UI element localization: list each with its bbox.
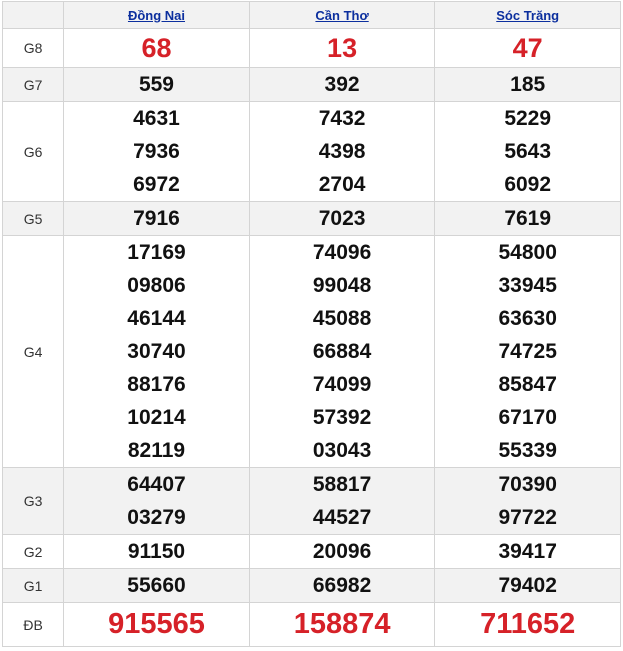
prize-cell-can-tho [249, 569, 435, 603]
winning-number: 88176 [127, 373, 186, 396]
header-corner [3, 2, 64, 29]
prize-cell-dong-nai [64, 68, 250, 102]
prize-row-g5 [3, 202, 621, 236]
prize-row-g3 [3, 468, 621, 535]
winning-number: 7023 [318, 207, 366, 230]
winning-number: 97722 [498, 506, 557, 529]
winning-number: 82119 [127, 439, 186, 462]
prize-cell-dong-nai [64, 236, 250, 468]
winning-number: 6092 [504, 173, 552, 196]
winning-number: 13 [327, 33, 358, 63]
winning-number: 10214 [127, 406, 186, 429]
prize-row-db [3, 603, 621, 647]
winning-number: 30740 [127, 340, 186, 363]
winning-number: 57392 [312, 406, 372, 429]
prize-label: G6 [3, 102, 64, 202]
prize-row-g4 [3, 236, 621, 468]
winning-number: 33945 [498, 274, 557, 297]
winning-number: 6972 [133, 173, 180, 196]
prize-label: G7 [3, 68, 64, 102]
winning-number: 66884 [312, 340, 372, 363]
winning-number: 66982 [312, 574, 372, 597]
winning-number: 185 [510, 73, 546, 96]
prize-cell-dong-nai [64, 468, 250, 535]
prize-label: G8 [3, 29, 64, 68]
prize-label: G4 [3, 236, 64, 468]
winning-number: 7432 [318, 107, 366, 130]
winning-number: 4631 [133, 107, 180, 130]
winning-number: 44527 [312, 506, 372, 529]
prize-rows [3, 29, 621, 647]
prize-cell-dong-nai [64, 535, 250, 569]
winning-number: 915565 [108, 608, 205, 640]
prize-cell-dong-nai [64, 569, 250, 603]
prize-cell-can-tho [249, 102, 435, 202]
province-link-soc-trang[interactable]: Sóc Trăng [435, 2, 621, 29]
prize-row-g8 [3, 29, 621, 68]
winning-number: 17169 [127, 241, 186, 264]
winning-number: 58817 [312, 473, 372, 496]
winning-number: 91150 [127, 540, 186, 563]
winning-number: 70390 [498, 473, 557, 496]
prize-cell-soc-trang [435, 569, 621, 603]
prize-cell-soc-trang [435, 535, 621, 569]
prize-cell-soc-trang [435, 603, 621, 647]
prize-cell-soc-trang [435, 202, 621, 236]
winning-number: 20096 [312, 540, 372, 563]
prize-cell-dong-nai [64, 202, 250, 236]
winning-number: 99048 [312, 274, 372, 297]
header-row [3, 2, 621, 29]
winning-number: 46144 [127, 307, 186, 330]
prize-label: G5 [3, 202, 64, 236]
lottery-results-table [2, 1, 621, 647]
winning-number: 03043 [312, 439, 372, 462]
winning-number: 03279 [127, 506, 186, 529]
winning-number: 45088 [312, 307, 372, 330]
prize-row-g6 [3, 102, 621, 202]
winning-number: 79402 [498, 574, 557, 597]
prize-label: ĐB [3, 603, 64, 647]
prize-cell-soc-trang [435, 29, 621, 68]
winning-number: 74096 [312, 241, 372, 264]
winning-number: 85847 [498, 373, 557, 396]
prize-cell-can-tho [249, 535, 435, 569]
prize-cell-dong-nai [64, 29, 250, 68]
prize-cell-soc-trang [435, 468, 621, 535]
winning-number: 64407 [127, 473, 186, 496]
winning-number: 4398 [318, 140, 366, 163]
prize-cell-dong-nai [64, 102, 250, 202]
winning-number: 2704 [318, 173, 366, 196]
winning-number: 74725 [498, 340, 557, 363]
prize-cell-soc-trang [435, 68, 621, 102]
winning-number: 7619 [504, 207, 552, 230]
prize-cell-can-tho [249, 68, 435, 102]
winning-number: 54800 [498, 241, 557, 264]
prize-label: G1 [3, 569, 64, 603]
winning-number: 68 [141, 33, 172, 63]
winning-number: 559 [138, 73, 174, 96]
winning-number: 158874 [293, 608, 391, 640]
winning-number: 39417 [498, 540, 557, 563]
prize-label: G3 [3, 468, 64, 535]
prize-row-g1 [3, 569, 621, 603]
prize-cell-can-tho [249, 29, 435, 68]
prize-row-g7 [3, 68, 621, 102]
winning-number: 09806 [127, 274, 186, 297]
province-link-can-tho[interactable]: Cần Thơ [249, 2, 435, 29]
prize-cell-dong-nai [64, 603, 250, 647]
winning-number: 67170 [498, 406, 557, 429]
prize-row-g2 [3, 535, 621, 569]
winning-number: 5229 [504, 107, 552, 130]
winning-number: 7916 [133, 207, 180, 230]
prize-cell-can-tho [249, 468, 435, 535]
winning-number: 5643 [504, 140, 552, 163]
province-link-dong-nai[interactable]: Đồng Nai [64, 2, 250, 29]
prize-cell-soc-trang [435, 236, 621, 468]
winning-number: 47 [512, 33, 543, 63]
winning-number: 74099 [312, 373, 372, 396]
winning-number: 711652 [480, 608, 576, 640]
winning-number: 7936 [133, 140, 180, 163]
prize-cell-can-tho [249, 236, 435, 468]
prize-label: G2 [3, 535, 64, 569]
winning-number: 55660 [127, 574, 186, 597]
prize-cell-can-tho [249, 202, 435, 236]
winning-number: 55339 [498, 439, 557, 462]
winning-number: 392 [324, 73, 360, 96]
prize-cell-soc-trang [435, 102, 621, 202]
prize-cell-can-tho [249, 603, 435, 647]
winning-number: 63630 [498, 307, 557, 330]
